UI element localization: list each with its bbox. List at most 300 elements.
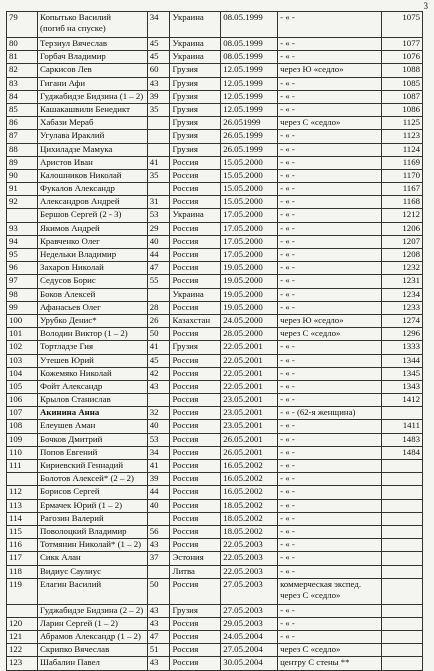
country: Грузия bbox=[170, 103, 221, 116]
record-number bbox=[381, 486, 422, 499]
row-number: 95 bbox=[7, 249, 38, 262]
country: Украина bbox=[170, 288, 221, 301]
climber-name: Кашакашвили Бенедикт bbox=[38, 103, 148, 116]
record-number bbox=[381, 578, 422, 604]
table-row bbox=[7, 367, 423, 380]
country: Россия bbox=[170, 249, 221, 262]
record-number: 1343 bbox=[381, 380, 422, 393]
table-row bbox=[7, 486, 423, 499]
date: 17.05.2000 bbox=[221, 249, 278, 262]
row-number: 118 bbox=[7, 565, 38, 578]
route-note: - « - bbox=[278, 380, 381, 393]
row-number: 83 bbox=[7, 77, 38, 90]
country: Россия bbox=[170, 644, 221, 657]
route-note: - « - bbox=[278, 631, 381, 644]
date: 19.05.2000 bbox=[221, 262, 278, 275]
date: 27.05.2003 bbox=[221, 604, 278, 617]
country: Россия bbox=[170, 525, 221, 538]
record-number: 1123 bbox=[381, 130, 422, 143]
route-note: - « - bbox=[278, 433, 381, 446]
record-number bbox=[381, 565, 422, 578]
row-number: 87 bbox=[7, 130, 38, 143]
date: 22.05.2001 bbox=[221, 380, 278, 393]
table-row bbox=[7, 314, 423, 327]
climber-name: Володин Виктор (1 – 2) bbox=[38, 328, 148, 341]
table-row bbox=[7, 525, 423, 538]
date: 26.05.2001 bbox=[221, 446, 278, 459]
date: 29.05.2003 bbox=[221, 617, 278, 630]
route-note: - « - bbox=[278, 51, 381, 64]
table-row bbox=[7, 235, 423, 248]
record-number bbox=[381, 604, 422, 617]
table-row bbox=[7, 539, 423, 552]
date: 17.05.2000 bbox=[221, 235, 278, 248]
table-row bbox=[7, 644, 423, 657]
age bbox=[147, 288, 170, 301]
age: 45 bbox=[147, 354, 170, 367]
date: 12.05.1999 bbox=[221, 103, 278, 116]
record-number: 1233 bbox=[381, 301, 422, 314]
age: 53 bbox=[147, 209, 170, 222]
row-number: 81 bbox=[7, 51, 38, 64]
record-number: 1274 bbox=[381, 314, 422, 327]
climber-name: Попов Евгений bbox=[38, 446, 148, 459]
row-number: 92 bbox=[7, 196, 38, 209]
record-number: 1077 bbox=[381, 38, 422, 51]
climber-name: Бочков Дмитрий bbox=[38, 433, 148, 446]
date: 08.05.1999 bbox=[221, 51, 278, 64]
country: Грузия bbox=[170, 604, 221, 617]
date: 18.05.2002 bbox=[221, 499, 278, 512]
age: 34 bbox=[147, 446, 170, 459]
route-note: - « - bbox=[278, 183, 381, 196]
climber-name: Тортладзе Гия bbox=[38, 341, 148, 354]
route-note: - « - (62-я женщина) bbox=[278, 407, 381, 420]
record-number: 1207 bbox=[381, 235, 422, 248]
route-note: - « - bbox=[278, 249, 381, 262]
route-note: - « - bbox=[278, 512, 381, 525]
row-number bbox=[7, 209, 38, 222]
route-note: - « - bbox=[278, 354, 381, 367]
row-number: 104 bbox=[7, 367, 38, 380]
record-number: 1234 bbox=[381, 288, 422, 301]
climber-name: Поволоцкий Владимир bbox=[38, 525, 148, 538]
date: 27.05.2003 bbox=[221, 578, 278, 604]
country: Грузия bbox=[170, 64, 221, 77]
date: 26.051999 bbox=[221, 117, 278, 130]
route-note: - « - bbox=[278, 235, 381, 248]
age: 41 bbox=[147, 341, 170, 354]
country: Украина bbox=[170, 209, 221, 222]
route-note: - « - bbox=[278, 143, 381, 156]
table-row bbox=[7, 433, 423, 446]
route-note: - « - bbox=[278, 525, 381, 538]
country: Грузия bbox=[170, 143, 221, 156]
record-number bbox=[381, 539, 422, 552]
country: Россия bbox=[170, 578, 221, 604]
age: 41 bbox=[147, 460, 170, 473]
record-number bbox=[381, 631, 422, 644]
row-number: 99 bbox=[7, 301, 38, 314]
country: Россия bbox=[170, 328, 221, 341]
row-number: 100 bbox=[7, 314, 38, 327]
route-note: - « - bbox=[278, 473, 381, 486]
age: 43 bbox=[147, 539, 170, 552]
table-row bbox=[7, 288, 423, 301]
table-row bbox=[7, 446, 423, 459]
date: 15.05.2000 bbox=[221, 183, 278, 196]
climber-name: Ларин Сергей (1 – 2) bbox=[38, 617, 148, 630]
climber-name: Бершов Сергей (2 - 3) bbox=[38, 209, 148, 222]
record-number: 1125 bbox=[381, 117, 422, 130]
record-number: 1167 bbox=[381, 183, 422, 196]
table-row bbox=[7, 209, 423, 222]
climber-name: Борисов Сергей bbox=[38, 486, 148, 499]
age: 43 bbox=[147, 380, 170, 393]
table-row bbox=[7, 328, 423, 341]
date: 12.05.1999 bbox=[221, 90, 278, 103]
date: 22.05.2001 bbox=[221, 354, 278, 367]
row-number: 80 bbox=[7, 38, 38, 51]
country: Россия bbox=[170, 631, 221, 644]
age: 26 bbox=[147, 314, 170, 327]
climber-name: Терзиул Вячеслав bbox=[38, 38, 148, 51]
country: Россия bbox=[170, 539, 221, 552]
country: Россия bbox=[170, 169, 221, 182]
record-number bbox=[381, 460, 422, 473]
record-number bbox=[381, 407, 422, 420]
row-number: 123 bbox=[7, 657, 38, 670]
record-number: 1086 bbox=[381, 103, 422, 116]
table-row bbox=[7, 354, 423, 367]
age: 47 bbox=[147, 262, 170, 275]
country: Литва bbox=[170, 565, 221, 578]
age bbox=[147, 512, 170, 525]
country: Россия bbox=[170, 473, 221, 486]
table-row bbox=[7, 249, 423, 262]
age: 43 bbox=[147, 77, 170, 90]
date: 28.05.2000 bbox=[221, 328, 278, 341]
route-note: - « - bbox=[278, 499, 381, 512]
table-row bbox=[7, 420, 423, 433]
row-number: 96 bbox=[7, 262, 38, 275]
climber-name: Якимов Андрей bbox=[38, 222, 148, 235]
climber-name: Гигани Афи bbox=[38, 77, 148, 90]
country: Россия bbox=[170, 446, 221, 459]
route-note: через С «седло» bbox=[278, 117, 381, 130]
table-row bbox=[7, 143, 423, 156]
date: 08.05.1999 bbox=[221, 38, 278, 51]
climber-name: Гуджабидзе Бидзина (1 – 2) bbox=[38, 90, 148, 103]
route-note: - « - bbox=[278, 12, 381, 38]
age: 34 bbox=[147, 12, 170, 38]
climber-name: Захаров Николай bbox=[38, 262, 148, 275]
table-row bbox=[7, 262, 423, 275]
date: 19.05.2000 bbox=[221, 301, 278, 314]
country: Россия bbox=[170, 380, 221, 393]
age: 51 bbox=[147, 644, 170, 657]
table-row bbox=[7, 275, 423, 288]
record-number bbox=[381, 512, 422, 525]
record-number bbox=[381, 473, 422, 486]
date: 23.05.2001 bbox=[221, 394, 278, 407]
date: 26.05.1999 bbox=[221, 143, 278, 156]
country: Грузия bbox=[170, 117, 221, 130]
age: 44 bbox=[147, 486, 170, 499]
record-number: 1212 bbox=[381, 209, 422, 222]
table-row bbox=[7, 196, 423, 209]
climber-name: Урубко Денис* bbox=[38, 314, 148, 327]
record-number: 1170 bbox=[381, 169, 422, 182]
record-number bbox=[381, 525, 422, 538]
row-number: 108 bbox=[7, 420, 38, 433]
row-number: 105 bbox=[7, 380, 38, 393]
climber-name: Фойт Александр bbox=[38, 380, 148, 393]
route-note: - « - bbox=[278, 222, 381, 235]
age: 39 bbox=[147, 90, 170, 103]
age: 28 bbox=[147, 301, 170, 314]
row-number: 122 bbox=[7, 644, 38, 657]
route-note: через С «седло» bbox=[278, 644, 381, 657]
date: 22.05.2003 bbox=[221, 539, 278, 552]
country: Россия bbox=[170, 407, 221, 420]
age bbox=[147, 565, 170, 578]
climber-name: Акинина Анна bbox=[38, 407, 148, 420]
record-number: 1344 bbox=[381, 354, 422, 367]
row-number: 91 bbox=[7, 183, 38, 196]
record-number: 1231 bbox=[381, 275, 422, 288]
row-number: 109 bbox=[7, 433, 38, 446]
climber-name: Аристов Иван bbox=[38, 156, 148, 169]
age: 45 bbox=[147, 38, 170, 51]
row-number: 85 bbox=[7, 103, 38, 116]
table-row bbox=[7, 565, 423, 578]
climber-name: Кравченко Олег bbox=[38, 235, 148, 248]
climber-name: Калошников Николай bbox=[38, 169, 148, 182]
date: 18.05.2002 bbox=[221, 525, 278, 538]
route-note: - « - bbox=[278, 262, 381, 275]
record-number: 1169 bbox=[381, 156, 422, 169]
row-number: 106 bbox=[7, 394, 38, 407]
table-row bbox=[7, 301, 423, 314]
table-row bbox=[7, 222, 423, 235]
route-note: через Ю «седло» bbox=[278, 314, 381, 327]
age: 35 bbox=[147, 103, 170, 116]
age: 56 bbox=[147, 525, 170, 538]
row-number: 82 bbox=[7, 64, 38, 77]
date: 15.05.2000 bbox=[221, 196, 278, 209]
table-body bbox=[7, 12, 423, 671]
table-row bbox=[7, 552, 423, 565]
table-row bbox=[7, 512, 423, 525]
row-number: 117 bbox=[7, 552, 38, 565]
country: Грузия bbox=[170, 341, 221, 354]
country: Россия bbox=[170, 196, 221, 209]
country: Россия bbox=[170, 156, 221, 169]
country: Россия bbox=[170, 222, 221, 235]
climber-name: Саркисов Лев bbox=[38, 64, 148, 77]
date: 17.05.2000 bbox=[221, 209, 278, 222]
table-row bbox=[7, 130, 423, 143]
record-number bbox=[381, 617, 422, 630]
record-number: 1085 bbox=[381, 77, 422, 90]
record-number: 1333 bbox=[381, 341, 422, 354]
route-note: - « - bbox=[278, 275, 381, 288]
record-number bbox=[381, 499, 422, 512]
climber-name: Кожемяко Николай bbox=[38, 367, 148, 380]
route-note: - « - bbox=[278, 301, 381, 314]
age bbox=[147, 130, 170, 143]
row-number: 94 bbox=[7, 235, 38, 248]
row-number: 121 bbox=[7, 631, 38, 644]
route-note: центру С стены ** bbox=[278, 657, 381, 670]
table-row bbox=[7, 38, 423, 51]
date: 23.05.2001 bbox=[221, 407, 278, 420]
age: 44 bbox=[147, 249, 170, 262]
country: Россия bbox=[170, 433, 221, 446]
country: Россия bbox=[170, 183, 221, 196]
record-number: 1345 bbox=[381, 367, 422, 380]
route-note: - « - bbox=[278, 446, 381, 459]
climber-name: Абрамов Александр (1 – 2) bbox=[38, 631, 148, 644]
age: 39 bbox=[147, 473, 170, 486]
record-number: 1232 bbox=[381, 262, 422, 275]
date: 16.05.2002 bbox=[221, 473, 278, 486]
date: 15.05.2000 bbox=[221, 156, 278, 169]
route-note: - « - bbox=[278, 38, 381, 51]
country: Грузия bbox=[170, 130, 221, 143]
climber-name: Ермачек Юрий (1 – 2) bbox=[38, 499, 148, 512]
row-number: 93 bbox=[7, 222, 38, 235]
row-number: 113 bbox=[7, 499, 38, 512]
date: 26.05.1999 bbox=[221, 130, 278, 143]
country: Украина bbox=[170, 12, 221, 38]
age: 40 bbox=[147, 499, 170, 512]
date: 22.05.2001 bbox=[221, 367, 278, 380]
route-note: - « - bbox=[278, 90, 381, 103]
age: 40 bbox=[147, 420, 170, 433]
row-number: 79 bbox=[7, 12, 38, 38]
route-note: - « - bbox=[278, 565, 381, 578]
country: Россия bbox=[170, 486, 221, 499]
route-note: - « - bbox=[278, 103, 381, 116]
country: Россия bbox=[170, 420, 221, 433]
country: Украина bbox=[170, 51, 221, 64]
row-number: 116 bbox=[7, 539, 38, 552]
table-row bbox=[7, 169, 423, 182]
row-number: 101 bbox=[7, 328, 38, 341]
date: 23.05.2001 bbox=[221, 420, 278, 433]
table-row bbox=[7, 617, 423, 630]
climber-name: Афанасьев Олег bbox=[38, 301, 148, 314]
record-number: 1075 bbox=[381, 12, 422, 38]
age: 32 bbox=[147, 407, 170, 420]
country: Россия bbox=[170, 460, 221, 473]
climber-name: Тотмянин Николай* (1 – 2) bbox=[38, 539, 148, 552]
table-row bbox=[7, 631, 423, 644]
row-number: 98 bbox=[7, 288, 38, 301]
row-number: 110 bbox=[7, 446, 38, 459]
table-row bbox=[7, 604, 423, 617]
climber-name: Елеушев Аман bbox=[38, 420, 148, 433]
table-row bbox=[7, 473, 423, 486]
climber-name: Видиус Саулиус bbox=[38, 565, 148, 578]
climber-name: Недельки Владимир bbox=[38, 249, 148, 262]
date: 16.05.2002 bbox=[221, 486, 278, 499]
age bbox=[147, 117, 170, 130]
date: 27.05.2004 bbox=[221, 644, 278, 657]
page-number: 3 bbox=[423, 1, 428, 11]
route-note: - « - bbox=[278, 209, 381, 222]
row-number: 114 bbox=[7, 512, 38, 525]
climber-name: Гуджабидзе Бидзина (2 – 2) bbox=[38, 604, 148, 617]
climber-name: Хабази Мераб bbox=[38, 117, 148, 130]
age: 47 bbox=[147, 631, 170, 644]
climber-name: Рагозин Валерий bbox=[38, 512, 148, 525]
row-number: 111 bbox=[7, 460, 38, 473]
climber-name: Утешев Юрий bbox=[38, 354, 148, 367]
age: 43 bbox=[147, 604, 170, 617]
age: 50 bbox=[147, 328, 170, 341]
climber-name: Сикк Алан bbox=[38, 552, 148, 565]
country: Эстония bbox=[170, 552, 221, 565]
row-number: 90 bbox=[7, 169, 38, 182]
age: 50 bbox=[147, 578, 170, 604]
climber-name: Боков Алексей bbox=[38, 288, 148, 301]
table-row bbox=[7, 183, 423, 196]
record-number: 1206 bbox=[381, 222, 422, 235]
climber-name: Елагин Василий bbox=[38, 578, 148, 604]
table-row bbox=[7, 341, 423, 354]
date: 19.05.2000 bbox=[221, 288, 278, 301]
climber-name: Скрипко Вячеслав bbox=[38, 644, 148, 657]
route-note: - « - bbox=[278, 288, 381, 301]
age: 43 bbox=[147, 617, 170, 630]
age: 43 bbox=[147, 657, 170, 670]
date: 22.05.2003 bbox=[221, 565, 278, 578]
climber-name: Шабалин Павел bbox=[38, 657, 148, 670]
climber-name: Копытько Василий (погиб на спуске) bbox=[38, 12, 148, 38]
age: 31 bbox=[147, 196, 170, 209]
route-note: - « - bbox=[278, 617, 381, 630]
climber-name: Фукалов Александр bbox=[38, 183, 148, 196]
row-number: 120 bbox=[7, 617, 38, 630]
record-number bbox=[381, 644, 422, 657]
country: Россия bbox=[170, 394, 221, 407]
row-number: 97 bbox=[7, 275, 38, 288]
record-number: 1208 bbox=[381, 249, 422, 262]
date: 22.05.2001 bbox=[221, 341, 278, 354]
age: 55 bbox=[147, 275, 170, 288]
date: 22.05.2003 bbox=[221, 552, 278, 565]
date: 17.05.2000 bbox=[221, 222, 278, 235]
country: Россия bbox=[170, 512, 221, 525]
table-row bbox=[7, 407, 423, 420]
table-row bbox=[7, 499, 423, 512]
route-note: - « - bbox=[278, 552, 381, 565]
date: 12.05.1999 bbox=[221, 64, 278, 77]
table-row bbox=[7, 117, 423, 130]
date: 24.05.2000 bbox=[221, 314, 278, 327]
route-note: - « - bbox=[278, 539, 381, 552]
record-number: 1412 bbox=[381, 394, 422, 407]
country: Россия bbox=[170, 235, 221, 248]
age bbox=[147, 394, 170, 407]
age: 41 bbox=[147, 156, 170, 169]
expedition-table bbox=[6, 11, 423, 671]
route-note: - « - bbox=[278, 156, 381, 169]
country: Россия bbox=[170, 657, 221, 670]
